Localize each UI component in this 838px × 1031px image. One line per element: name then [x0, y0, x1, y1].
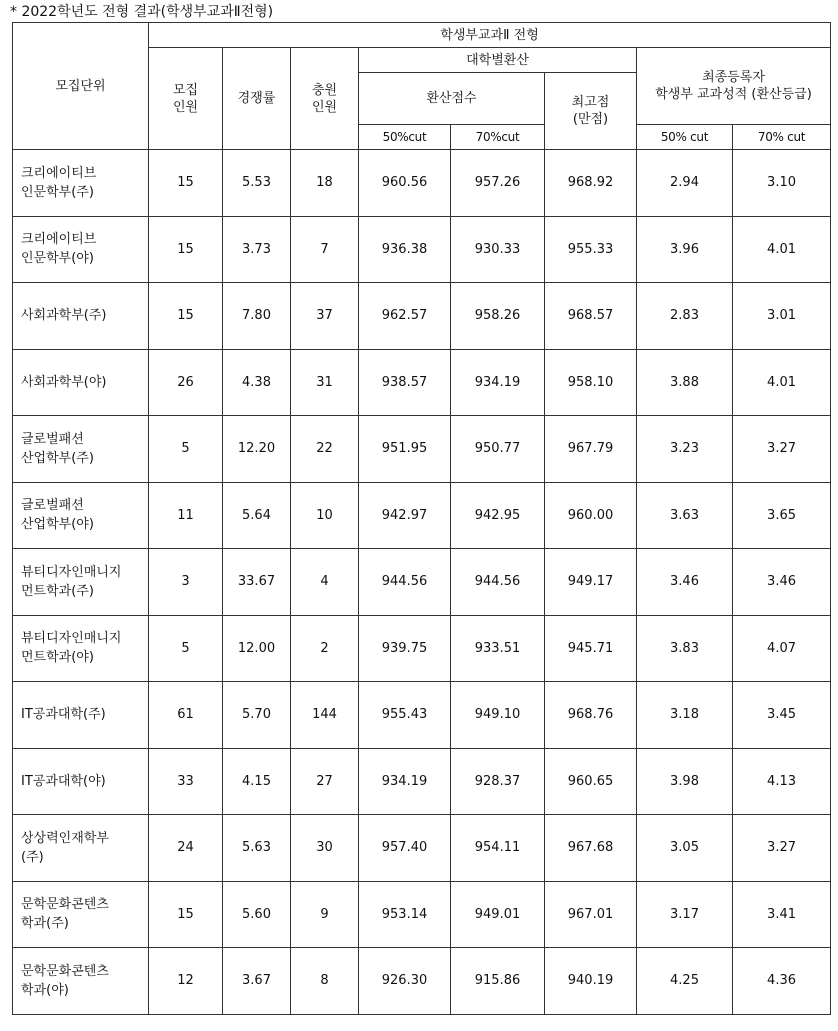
cell-grade70: 4.07 — [733, 615, 831, 682]
cell-unit: 글로벌패션 산업학부(야) — [13, 482, 149, 549]
cell-conv70: 957.26 — [451, 150, 545, 217]
cell-extra: 18 — [291, 150, 359, 217]
table-row — [13, 748, 831, 815]
header-cut50: 50%cut — [359, 125, 451, 150]
table-caption: * 2022학년도 전형 결과(학생부교과Ⅱ전형) — [10, 4, 274, 20]
cell-conv50: 934.19 — [359, 748, 451, 815]
cell-grade70: 3.27 — [733, 815, 831, 882]
cell-conv50: 944.56 — [359, 549, 451, 616]
cell-unit: IT공과대학(야) — [13, 748, 149, 815]
cell-conv50: 957.40 — [359, 815, 451, 882]
cell-conv70: 933.51 — [451, 615, 545, 682]
header-univ-conv: 대학별환산 — [359, 48, 637, 73]
table-row — [13, 615, 831, 682]
cell-extra: 22 — [291, 416, 359, 483]
cell-grade50: 3.46 — [637, 549, 733, 616]
cell-max: 967.01 — [545, 881, 637, 948]
cell-grade70: 3.45 — [733, 682, 831, 749]
cell-max: 955.33 — [545, 216, 637, 283]
cell-extra: 31 — [291, 349, 359, 416]
cell-grade50: 4.25 — [637, 948, 733, 1015]
cell-conv50: 953.14 — [359, 881, 451, 948]
cell-unit: 크리에이티브 인문학부(야) — [13, 216, 149, 283]
cell-grade50: 2.83 — [637, 283, 733, 350]
cell-grade70: 3.01 — [733, 283, 831, 350]
table-row — [13, 216, 831, 283]
cell-max: 940.19 — [545, 948, 637, 1015]
cell-grade50: 2.94 — [637, 150, 733, 217]
cell-grade70: 4.01 — [733, 349, 831, 416]
cell-grade50: 3.96 — [637, 216, 733, 283]
cell-max: 968.76 — [545, 682, 637, 749]
header-cut70: 70%cut — [451, 125, 545, 150]
cell-grade50: 3.83 — [637, 615, 733, 682]
cell-grade50: 3.98 — [637, 748, 733, 815]
cell-competition: 33.67 — [223, 549, 291, 616]
cell-quota: 15 — [149, 881, 223, 948]
cell-conv70: 949.10 — [451, 682, 545, 749]
header-final-cut70: 70% cut — [733, 125, 831, 150]
cell-grade50: 3.63 — [637, 482, 733, 549]
table-row — [13, 682, 831, 749]
cell-competition: 12.20 — [223, 416, 291, 483]
header-unit: 모집단위 — [13, 23, 149, 150]
cell-competition: 5.63 — [223, 815, 291, 882]
cell-unit: 사회과학부(주) — [13, 283, 149, 350]
cell-unit: 상상력인재학부 (주) — [13, 815, 149, 882]
cell-quota: 15 — [149, 216, 223, 283]
cell-conv70: 928.37 — [451, 748, 545, 815]
cell-conv70: 930.33 — [451, 216, 545, 283]
cell-competition: 5.64 — [223, 482, 291, 549]
cell-extra: 30 — [291, 815, 359, 882]
cell-extra: 27 — [291, 748, 359, 815]
header-group: 학생부교과Ⅱ 전형 — [149, 23, 831, 48]
header-extra: 충원 인원 — [291, 48, 359, 150]
cell-quota: 5 — [149, 416, 223, 483]
cell-conv50: 936.38 — [359, 216, 451, 283]
cell-grade70: 3.65 — [733, 482, 831, 549]
cell-competition: 3.73 — [223, 216, 291, 283]
cell-conv50: 951.95 — [359, 416, 451, 483]
cell-conv70: 954.11 — [451, 815, 545, 882]
cell-conv50: 960.56 — [359, 150, 451, 217]
cell-quota: 33 — [149, 748, 223, 815]
cell-conv50: 962.57 — [359, 283, 451, 350]
header-final: 최종등록자 학생부 교과성적 (환산등급) — [637, 48, 831, 125]
cell-quota: 3 — [149, 549, 223, 616]
cell-max: 949.17 — [545, 549, 637, 616]
cell-grade70: 3.41 — [733, 881, 831, 948]
cell-competition: 4.15 — [223, 748, 291, 815]
table-row — [13, 549, 831, 616]
cell-quota: 5 — [149, 615, 223, 682]
cell-extra: 37 — [291, 283, 359, 350]
cell-quota: 15 — [149, 283, 223, 350]
table-row — [13, 881, 831, 948]
cell-quota: 61 — [149, 682, 223, 749]
cell-conv50: 926.30 — [359, 948, 451, 1015]
cell-competition: 5.53 — [223, 150, 291, 217]
cell-unit: 뷰티디자인매니지 먼트학과(주) — [13, 549, 149, 616]
cell-quota: 15 — [149, 150, 223, 217]
cell-extra: 2 — [291, 615, 359, 682]
table-row — [13, 416, 831, 483]
cell-max: 958.10 — [545, 349, 637, 416]
table-row — [13, 482, 831, 549]
cell-grade70: 3.27 — [733, 416, 831, 483]
table-row — [13, 815, 831, 882]
cell-unit: 문학문화콘텐츠 학과(주) — [13, 881, 149, 948]
cell-max: 960.00 — [545, 482, 637, 549]
table-row — [13, 150, 831, 217]
cell-max: 960.65 — [545, 748, 637, 815]
cell-conv50: 939.75 — [359, 615, 451, 682]
cell-competition: 3.67 — [223, 948, 291, 1015]
cell-unit: 크리에이티브 인문학부(주) — [13, 150, 149, 217]
cell-extra: 4 — [291, 549, 359, 616]
cell-competition: 7.80 — [223, 283, 291, 350]
header-max: 최고점 (만점) — [545, 73, 637, 150]
cell-quota: 12 — [149, 948, 223, 1015]
cell-grade50: 3.23 — [637, 416, 733, 483]
cell-extra: 10 — [291, 482, 359, 549]
cell-unit: 사회과학부(야) — [13, 349, 149, 416]
cell-competition: 12.00 — [223, 615, 291, 682]
cell-conv50: 938.57 — [359, 349, 451, 416]
header-competition: 경쟁률 — [223, 48, 291, 150]
cell-conv70: 915.86 — [451, 948, 545, 1015]
cell-extra: 7 — [291, 216, 359, 283]
cell-grade70: 4.36 — [733, 948, 831, 1015]
cell-max: 945.71 — [545, 615, 637, 682]
admission-results-table — [12, 22, 831, 1015]
cell-unit: 뷰티디자인매니지 먼트학과(야) — [13, 615, 149, 682]
cell-extra: 9 — [291, 881, 359, 948]
table-row — [13, 349, 831, 416]
cell-competition: 5.70 — [223, 682, 291, 749]
cell-grade50: 3.18 — [637, 682, 733, 749]
cell-grade50: 3.17 — [637, 881, 733, 948]
cell-grade50: 3.88 — [637, 349, 733, 416]
cell-unit: 문학문화콘텐츠 학과(야) — [13, 948, 149, 1015]
cell-extra: 144 — [291, 682, 359, 749]
cell-conv50: 942.97 — [359, 482, 451, 549]
cell-quota: 24 — [149, 815, 223, 882]
cell-conv50: 955.43 — [359, 682, 451, 749]
cell-conv70: 958.26 — [451, 283, 545, 350]
cell-grade70: 4.13 — [733, 748, 831, 815]
cell-unit: 글로벌패션 산업학부(주) — [13, 416, 149, 483]
cell-max: 967.68 — [545, 815, 637, 882]
cell-max: 968.57 — [545, 283, 637, 350]
cell-grade70: 4.01 — [733, 216, 831, 283]
cell-grade70: 3.10 — [733, 150, 831, 217]
cell-max: 968.92 — [545, 150, 637, 217]
cell-quota: 26 — [149, 349, 223, 416]
cell-conv70: 942.95 — [451, 482, 545, 549]
cell-competition: 4.38 — [223, 349, 291, 416]
header-final-cut50: 50% cut — [637, 125, 733, 150]
header-conv-score: 환산점수 — [359, 73, 545, 125]
header-quota: 모집 인원 — [149, 48, 223, 150]
cell-grade50: 3.05 — [637, 815, 733, 882]
table-row — [13, 283, 831, 350]
cell-unit: IT공과대학(주) — [13, 682, 149, 749]
cell-conv70: 950.77 — [451, 416, 545, 483]
cell-grade70: 3.46 — [733, 549, 831, 616]
cell-competition: 5.60 — [223, 881, 291, 948]
cell-max: 967.79 — [545, 416, 637, 483]
cell-quota: 11 — [149, 482, 223, 549]
cell-extra: 8 — [291, 948, 359, 1015]
cell-conv70: 949.01 — [451, 881, 545, 948]
cell-conv70: 944.56 — [451, 549, 545, 616]
cell-conv70: 934.19 — [451, 349, 545, 416]
table-row — [13, 948, 831, 1015]
table-body — [13, 150, 831, 1015]
